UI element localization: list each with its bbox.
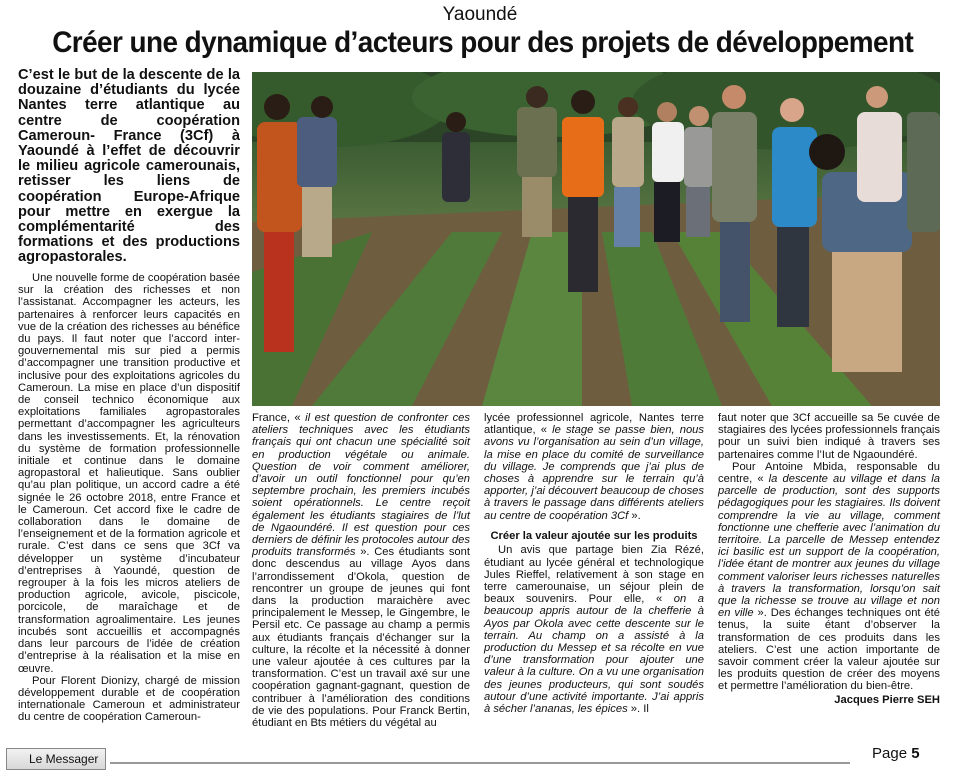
subheading: Créer la valeur ajoutée sur les produits [490,529,698,542]
column-4 [718,412,940,706]
column-1 [18,272,240,724]
article-lead: C’est le but de la descente de la douzaine d’étudiants du lycée Nantes terre atlantique au centre de coopération Cameroun- France (3Cf) à Yaoundé à l’effet de découvrir le milieu agricole camerounais, retisser les liens de coopération Europe-Afrique pour mettre en exergue la complémentarité des formations et des productions agropastorales. [18,67,240,266]
text-run: ». [628,509,641,522]
article-headline: Créer une dynamique d’acteurs pour des projets de développement [52,26,914,59]
text-run: ». Ces étudiants sont donc descendus au village Ayos dans l’arrondissement d’Okola, question de rencontrer un groupe de jeunes qui font dans la production maraichère avec principalement le Messep, le Gingembre, le Persil etc. Ce passage au champ a permis aux étudiants français d’échanger sur la culture, la récolte et la nécessité à donner une valeur ajoutée à ces cultures par la transformation. C’est un travail axé sur une coopération gagnant-gagnant, question de contribuer à l’amélioration des conditions de vie des populations. Pour Franck Bertin, étudiant en Bts métiers du végétal au [252,546,470,730]
paragraph: Pour Florent Dionizy, chargé de mission développement durable et de coopération internationale Cameroun et administrateur du centre de coopération Cameroun- [18,674,240,724]
column-2 [252,412,470,729]
column-3 [484,412,704,715]
page-number-value: 5 [911,745,920,762]
paragraph [252,412,470,729]
section-kicker: Yaoundé [442,4,518,25]
page-number [872,745,920,762]
paragraph: faut noter que 3Cf accueille sa 5e cuvée de stagiaires des lycées professionnels français pour un suivi bien indiqué à travers ses partenaires comme l’Iut de Ngaoundéré. [718,412,940,461]
text-run: France, « [252,412,306,424]
quote-run: on a beaucoup appris autour de la chefferie à Ayos par Okola avec cette descente sur le terrain. Au champ on a assisté à la production du Messep et sa récolte en vue d’une transformation pour ajouter une valeur à la culture. On a vu une organisation des jeunes producteurs, qui sont soudés autour d’une activité importante. J’ai appris à sécher l’ananas, les épices [484,593,704,715]
paragraph [718,461,940,693]
paragraph [484,412,704,522]
author-byline: Jacques Pierre SEH [834,693,940,706]
text-run: ». Il [627,702,649,715]
paragraph [484,544,704,715]
footer-divider [110,762,850,764]
quote-run: il est question de confronter ces ateliers techniques avec les étudiants français qui ont chacun une spécialité soit en production végétale ou animale. Question de voir comment améliorer, d’avoir un outil fonctionnel pour qu’en septembre prochain, les premiers incubés soient opérationnels. Le centre reçoit également les étudiants stagiaires de l’lut de Ngaoundéré. Il est question pour ces derniers de définir les protocoles autour des produits transformés [252,412,470,559]
paragraph: Une nouvelle forme de coopération basée sur la création des richesses et non l’assistanat. Accompagner les acteurs, les partenaires à renforcer leurs capacités en vue de la création des richesses au bénéfice du pays. Il faut noter que l’accord inter-gouvernemental mis sur pied a permis d’accompagner une transition productive et inclusive pour des exploitations agricoles du Cameroun. La mise en place d’un dispositif de conseil technico économique aux exploitations familiales agropastorales permettant d’accompagner les agriculteurs dans les investissements. Et, la rénovation du système de formation professionnelle initiale et continue dans le domaine agropastoral et halieutique. Sans oublier qu’au plan politique, un accord cadre a été signée le 26 octobre 2018, entre France et le Cameroun. Cet accord fixe le cadre de collaboration dans le domaine de l’enseignement et de la formation agricole et rurale. C’est dans ce sens que 3Cf va développer un système d’incubateur d’entreprises à Yaoundé, question de regrouper à la fois les micros ateliers de production agricole, avicole, piscicole, porcicole, de maraîchage et de transformation agroalimentaire. Les jeunes incubés sont accueillis et accompagnés dans leur parcours de l’idée de création d’entreprise à la réalisation et la mise en œuvre. [18,272,240,675]
field-visit-photo [252,72,940,406]
publication-name: Le Messager [6,748,106,770]
quote-run: la descente au village et dans la parcelle de production, sont des supports pédagogiques pour les stagiaires. Ils doivent comprendre la vie au village, comment fonctionne une chefferie avec l’animation du territoire. La parcelle de Messep entendez ici basilic est un support de la coopération, l’idée étant de montrer aux jeunes du village comment valoriser leurs richesses naturelles à travers la transformation, lorsqu’on sait que la richesse se trouve au village et non en ville [718,473,940,620]
page-label: Page [872,745,908,762]
article-photo [252,72,940,406]
text-run: lycée professionnel agricole, Nantes terre atlantique, « [484,412,704,437]
text-run: ». Des échanges techniques ont été tenus, la suite étant d’observer la transformation de ces produits dans les ateliers. C’est une action importante de savoir comment créer la valeur ajoutée sur les produits question de créer des moyens et permettre l’amélioration du bien-être. [718,607,940,693]
text-run: Pour Antoine Mbida, responsable du centre, « [718,460,940,486]
quote-run: le stage se passe bien, nous avons vu l’organisation au sein d’un village, la mise en place du comité de surveillance du village. Je comprends que j’ai plus de choses à apprendre sur le terrain qu’à apporter, j’ai découvert beaucoup de choses à travers le passage dans différents ateliers au centre de coopération 3Cf [484,424,704,522]
text-run: Un avis que partage bien Zia Rézé, étudiant au lycée général et technologique Jules Rieffel, relativement à son stage en terre camerounaise, un séjour plein de beaux souvenirs. Pour elle, « [484,544,704,606]
